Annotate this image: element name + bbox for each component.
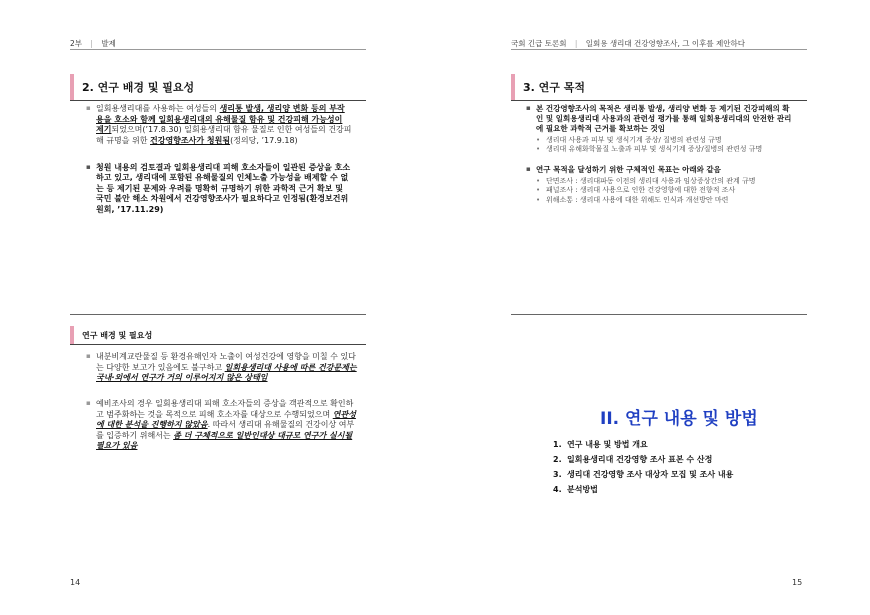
text: 본 건강영향조사의 목적은 생리통 발생, 생리양 변화 등 제기된 건강피해의 확인 및 일회용생리대 사용과의 관련성 평가를 통해 일회용생리대의 안전한 관리에 필요한 과학적 근거를 확보하는 것임: [536, 104, 792, 133]
slide1-title: [70, 74, 194, 100]
slide3-bullets: [86, 352, 358, 452]
header-left: [70, 38, 116, 49]
sub-item: • 위해소통 : 생리대 사용에 대한 위해도 인식과 개선방안 마련: [536, 196, 792, 205]
slide2-sublist-2: [536, 177, 792, 205]
header-event-title: 일회용 생리대 건강영향조사, 그 이후를 제안하다: [585, 39, 745, 48]
sub-item: • 단면조사 : 생리대파동 이전의 생리대 사용과 임상증상간의 관계 규명: [536, 177, 792, 186]
emphasis: 건강영향조사가 청원됨: [150, 135, 231, 145]
slide2-bullets: [526, 104, 792, 205]
title-accent-bar: [70, 326, 74, 344]
slide2-title: [511, 74, 585, 100]
text: (정의당, ’17.9.18): [230, 135, 298, 145]
item-number: 2.: [553, 455, 562, 464]
item-number: 1.: [553, 440, 562, 449]
slide3-bullet-1: [86, 352, 358, 384]
contents-item: [553, 467, 733, 482]
slide-divider-left: [70, 314, 366, 315]
contents-item: [553, 452, 733, 467]
page-number-left: 14: [70, 578, 81, 587]
text: 연구 목적을 달성하기 위한 구체적인 목표는 아래와 같음: [536, 164, 721, 174]
header-divider: |: [574, 39, 578, 48]
slide2-title-text: 3. 연구 목적: [523, 81, 585, 94]
item-label: 생리대 건강영향 조사 대상자 모집 및 조사 내용: [567, 470, 734, 479]
sub-item: • 생리대 사용과 피부 및 생식기계 증상/ 질병의 관련성 규명: [536, 136, 792, 145]
header-right: [511, 38, 745, 49]
header-divider: |: [90, 39, 93, 48]
slide2-bullet-1: [526, 104, 792, 155]
item-number: 3.: [553, 470, 562, 479]
slide2-sublist-1: [536, 136, 792, 155]
header-part: 2부: [70, 39, 83, 48]
sub-item: • 패널조사 : 생리대 사용으로 인한 건강영향에 대한 전향적 조사: [536, 186, 792, 195]
item-label: 일회용생리대 건강영향 조사 표본 수 산정: [567, 455, 713, 464]
text: 일회용생리대를 사용하는 여성들의: [96, 104, 220, 113]
slide3-title: [70, 326, 152, 344]
emphasis: 연관성에 대한 분석을 진행하지 않았음: [96, 409, 356, 430]
sub-item: • 생리대 유해화학물질 노출과 피부 및 생식기계 증상/질병의 관련성 규명: [536, 145, 792, 154]
header-rule-left: [70, 49, 366, 50]
slide1-title-text: 2. 연구 배경 및 필요성: [82, 81, 195, 94]
emphasis: 생리통 발생, 생리양 변화 등의 부작용을 호소와 함께 일회용생리대의 유해물질 함유 및 건강피해 가능성이 제기: [96, 104, 345, 135]
slide1-bullet-2: ▪ 청원 내용의 검토결과 일회용생리대 피해 호소자들이 일관된 증상을 호소하고 있고, 생리대에 포함된 유해물질의 인체노출 가능성을 배제할 수 없는 등 제기된 문제와 우려를 명확히 규명하기 위한 과학적 근거 확보 및 국민 불안 해소 차원에서 건강영향조사가 필요하다고 인정됨(환경보건위원회, ’17.11.29): [86, 163, 352, 216]
text: 되었으며(’17.8.30) 일회용생리대 함유 물질로 인한 여성들의 건강피해 규명을 위한: [96, 125, 352, 145]
header-section: 발제: [101, 39, 116, 48]
slide1-bullets: [86, 104, 352, 216]
slide3-title-text: 연구 배경 및 필요성: [82, 330, 153, 340]
slide1-title-rule: [70, 100, 366, 101]
emphasis: 좀 더 구체적으로 일반인대상 대규모 연구가 실시될 필요가 있음: [96, 430, 353, 451]
slide2-title-rule: [511, 100, 807, 101]
section-contents-list: [553, 437, 733, 497]
text: . 따라서 생리대 유해물질의 건강이상 여부를 입증하기 위해서는: [96, 420, 355, 440]
contents-item: [553, 437, 733, 452]
header-event: 국회 긴급 토론회: [511, 39, 567, 48]
slide3-title-rule: [70, 344, 366, 345]
item-number: 4.: [553, 485, 562, 494]
text: 예비조사의 경우 일회용생리대 피해 호소자들의 증상을 객관적으로 확인하고 범주화하는 것을 목적으로 피해 호소자를 대상으로 수행되었으며: [96, 398, 354, 419]
header-rule-right: [511, 49, 807, 50]
slide2-bullet-2: [526, 165, 792, 205]
item-label: 분석방법: [567, 485, 598, 494]
title-accent-bar: [70, 74, 74, 100]
page-number-right: 15: [792, 578, 803, 587]
title-accent-bar: [511, 74, 515, 100]
item-label: 연구 내용 및 방법 개요: [567, 440, 648, 449]
slide1-bullet-1: [86, 104, 352, 147]
emphasis: 일회용생리대 사용에 따른 건강문제는 국내·외에서 연구가 거의 이루어지지 않은 상태임: [96, 362, 357, 383]
contents-item: [553, 482, 733, 497]
slide-divider-right: [511, 314, 807, 315]
section-heading: II. 연구 내용 및 방법: [600, 409, 758, 429]
slide3-bullet-2: [86, 399, 358, 452]
text: 내분비계교란물질 등 환경유해인자 노출이 여성건강에 영향을 미칠 수 있다는 다양한 보고가 있음에도 불구하고: [96, 352, 356, 372]
